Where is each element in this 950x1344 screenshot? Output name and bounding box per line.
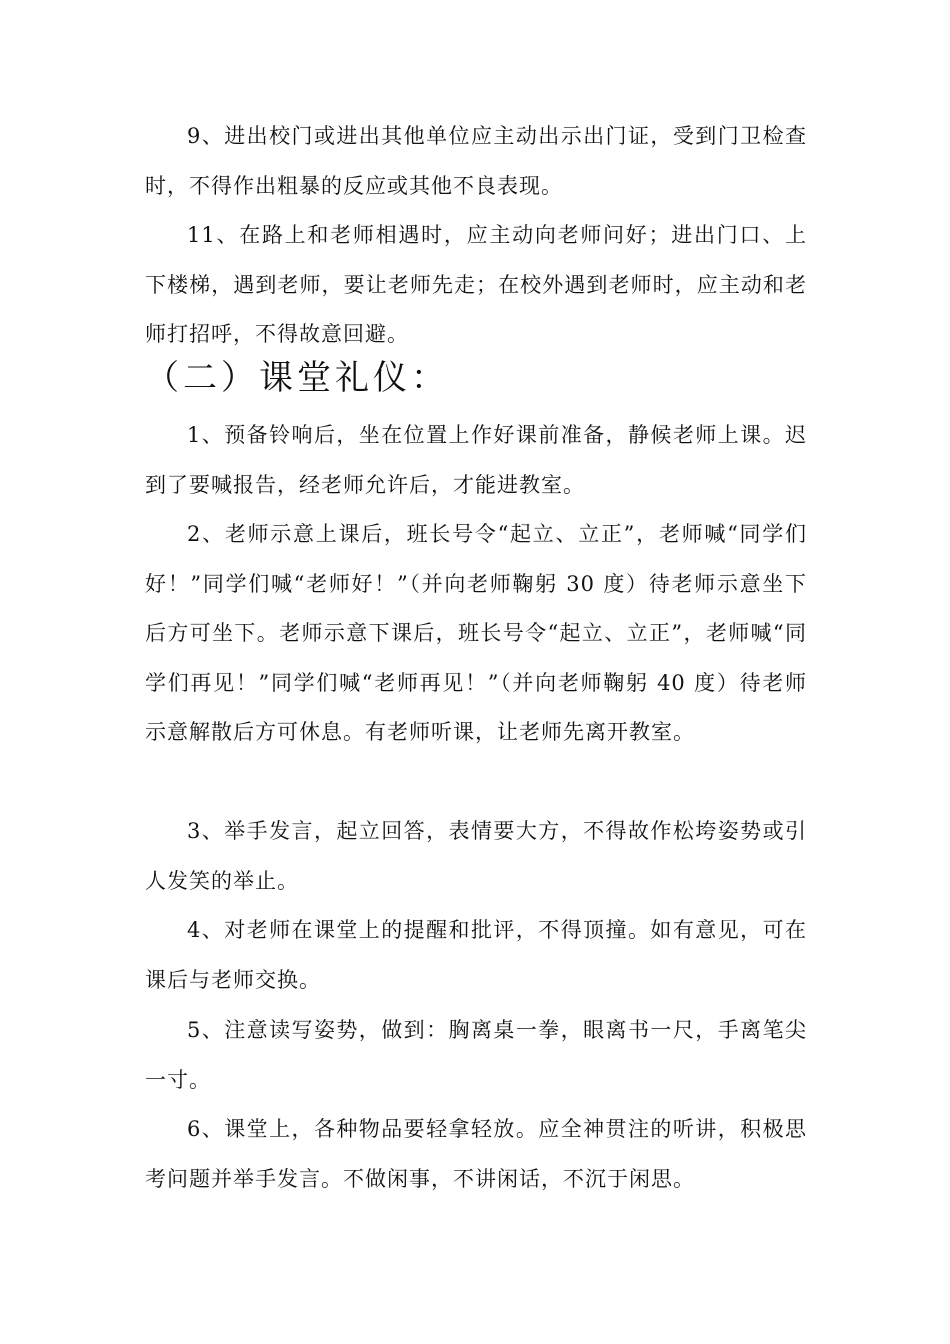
paragraph-item-1: 1、预备铃响后，坐在位置上作好课前准备，静候老师上课。迟到了要喊报告，经老师允许后，才能进教室。	[145, 423, 807, 497]
paragraph-item-3: 3、举手发言，起立回答，表情要大方，不得故作松垮姿势或引人发笑的举止。	[145, 819, 807, 893]
paragraph-item-11: 11、在路上和老师相遇时，应主动向老师问好；进出门口、上下楼梯，遇到老师，要让老师先走；在校外遇到老师时，应主动和老师打招呼，不得故意回避。	[145, 223, 807, 346]
paragraph-item-2: 2、老师示意上课后，班长号令“起立、立正”，老师喊“同学们好！”同学们喊“老师好！”（并向老师鞠躬 30 度）待老师示意坐下后方可坐下。老师示意下课后，班长号令“起立、立正”，老师喊“同学们再见！”同学们喊“老师再见！”（并向老师鞠躬 40 度）待老师示意解散后方可休息。有老师听课，让老师先离开教室。	[145, 522, 807, 744]
section-heading: （二）课堂礼仪：	[145, 358, 449, 398]
paragraph-item-9: 9、进出校门或进出其他单位应主动出示出门证，受到门卫检查时，不得作出粗暴的反应或其他不良表现。	[145, 124, 807, 198]
paragraph-item-5: 5、注意读写姿势，做到：胸离桌一拳，眼离书一尺，手离笔尖一寸。	[145, 1018, 807, 1092]
paragraph-item-6: 6、课堂上，各种物品要轻拿轻放。应全神贯注的听讲，积极思考问题并举手发言。不做闲事，不讲闲话，不沉于闲思。	[145, 1117, 807, 1191]
paragraph-item-4: 4、对老师在课堂上的提醒和批评，不得顶撞。如有意见，可在课后与老师交换。	[145, 918, 807, 992]
